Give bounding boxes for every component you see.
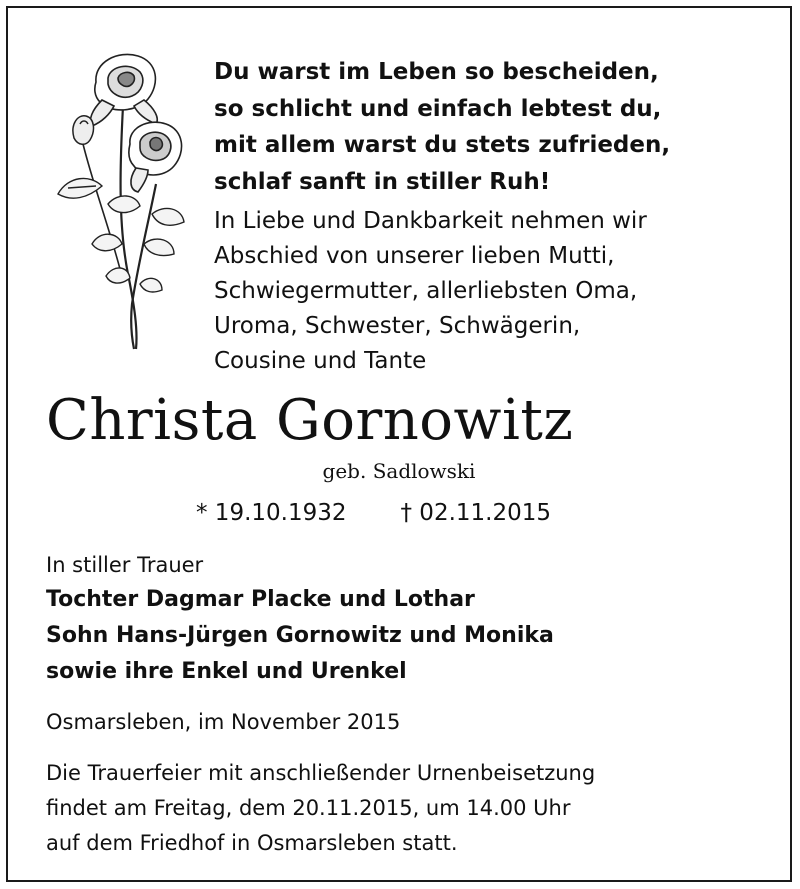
intro-line: In Liebe und Dankbarkeit nehmen wir <box>214 208 647 234</box>
service-info <box>46 756 595 861</box>
death-date: † 02.11.2015 <box>400 500 551 526</box>
place-date: Osmarsleben, im November 2015 <box>46 710 401 734</box>
roses-illustration <box>48 44 198 354</box>
poem-line: so schlicht und einfach lebtest du, <box>214 95 662 122</box>
deceased-name: Christa Gornowitz <box>46 388 574 453</box>
poem-line: Du warst im Leben so bescheiden, <box>214 59 659 85</box>
poem-line: schlaf sanft in stiller Ruh! <box>214 168 551 195</box>
mourner-line: Tochter Dagmar Placke und Lothar <box>46 587 475 612</box>
life-dates <box>196 496 551 530</box>
obituary-card <box>6 6 792 882</box>
intro-line: Uroma, Schwester, Schwägerin, <box>214 313 581 339</box>
service-line: auf dem Friedhof in Osmarsleben statt. <box>46 831 458 855</box>
intro-line: Cousine und Tante <box>214 348 427 374</box>
intro-text <box>214 204 647 379</box>
mourner-line: sowie ihre Enkel und Urenkel <box>46 659 407 684</box>
intro-line: Abschied von unserer lieben Mutti, <box>214 243 615 269</box>
intro-line: Schwiegermutter, allerliebsten Oma, <box>214 278 638 304</box>
poem-line: mit allem warst du stets zufrieden, <box>214 132 671 158</box>
mourners-list <box>46 582 554 690</box>
service-line: findet am Freitag, dem 20.11.2015, um 14.00 Uhr <box>46 796 571 820</box>
poem <box>214 54 670 200</box>
birth-date: * 19.10.1932 <box>196 500 347 526</box>
mourners-heading: In stiller Trauer <box>46 553 204 577</box>
maiden-name: geb. Sadlowski <box>322 459 476 483</box>
mourner-line: Sohn Hans-Jürgen Gornowitz und Monika <box>46 623 554 648</box>
service-line: Die Trauerfeier mit anschließender Urnenbeisetzung <box>46 761 596 785</box>
